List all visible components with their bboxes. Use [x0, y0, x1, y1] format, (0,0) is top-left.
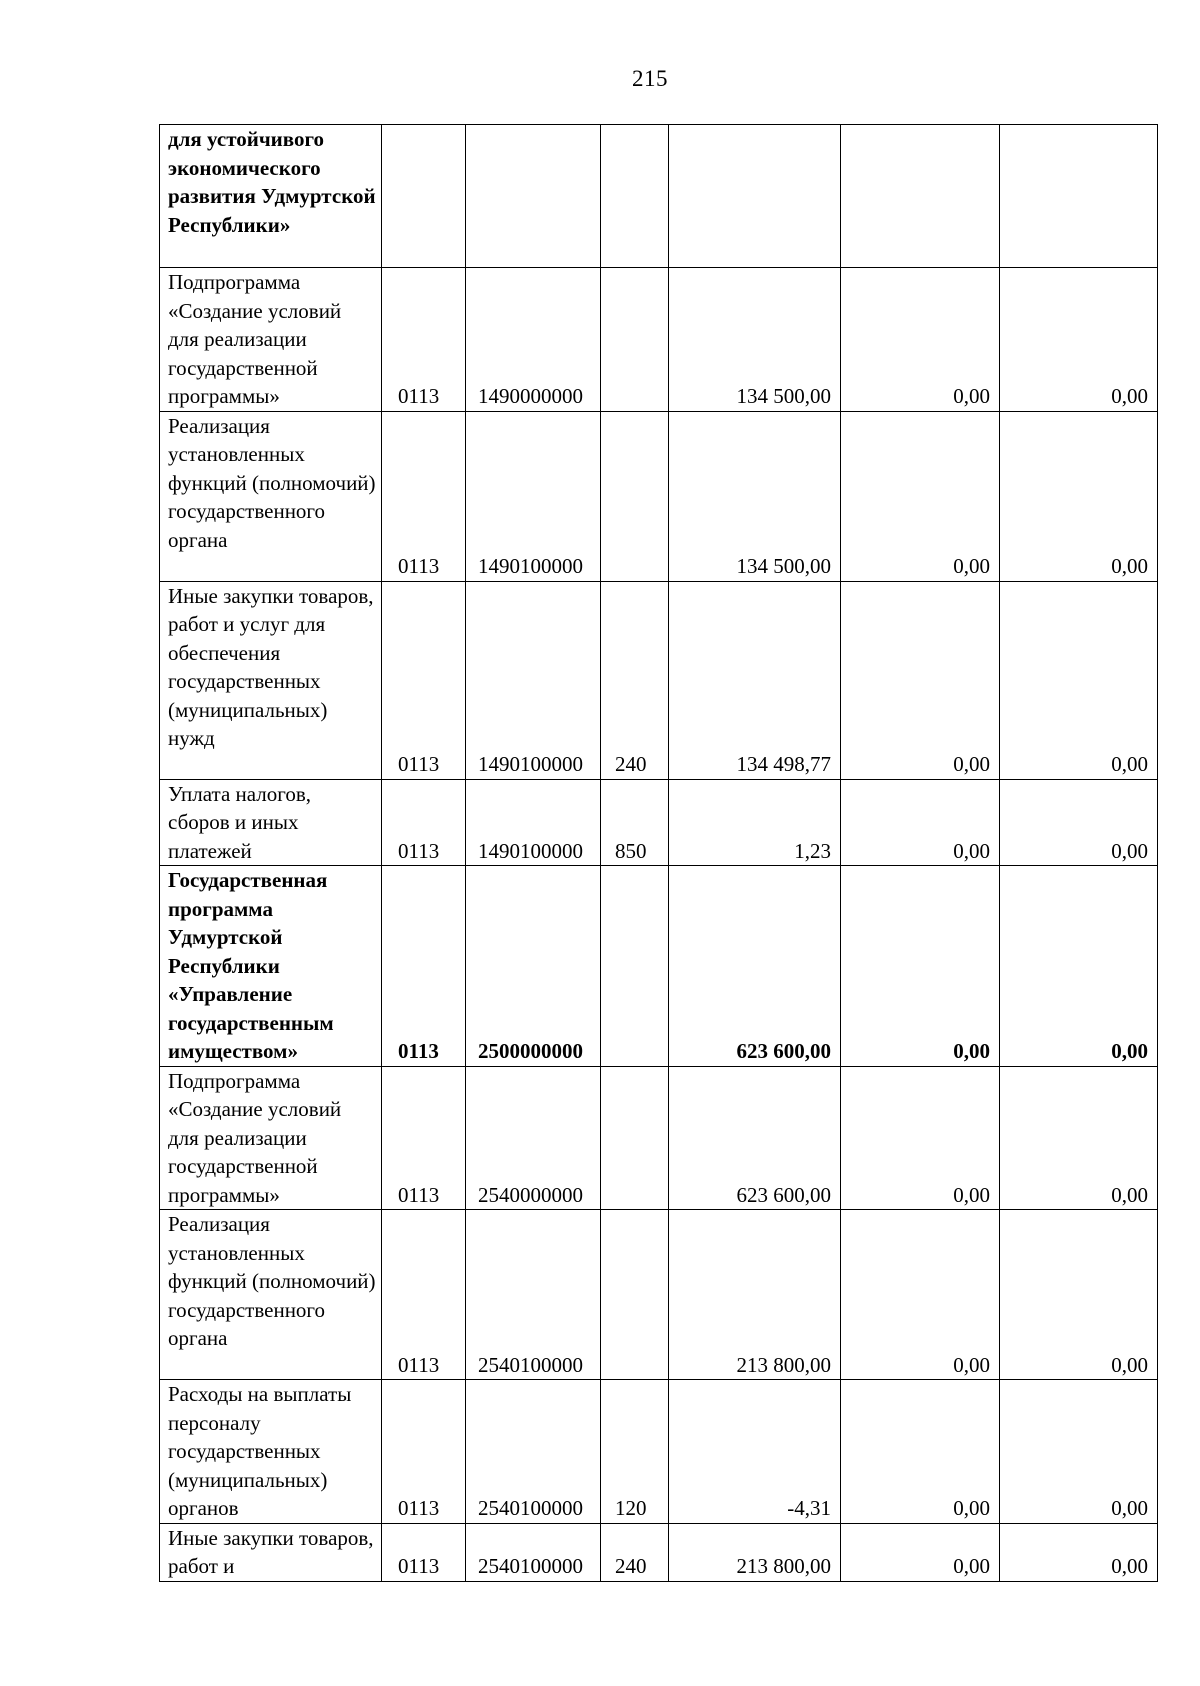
- expense-type-cell: 120: [601, 1380, 669, 1524]
- amount-year2-cell: 0,00: [841, 1210, 1000, 1380]
- section-code-cell: 0113: [382, 779, 466, 866]
- table-row: [160, 1523, 1158, 1581]
- row-name-cell: Подпрограмма «Создание условий для реализации государственной программы»: [160, 268, 382, 412]
- target-article-cell: 2540100000: [466, 1210, 601, 1380]
- expense-type-cell: [601, 411, 669, 581]
- target-article-cell: 2540100000: [466, 1380, 601, 1524]
- row-name-cell: Иные закупки товаров, работ и услуг для обеспечения государственных (муниципальных) нужд: [160, 581, 382, 779]
- amount-year2-cell: 0,00: [841, 779, 1000, 866]
- target-article-cell: 2540100000: [466, 1523, 601, 1581]
- amount-year3-cell: 0,00: [1000, 1066, 1158, 1210]
- target-article-cell: [466, 125, 601, 268]
- table-row: [160, 1066, 1158, 1210]
- row-name-cell: для устойчивого экономического развития Удмуртской Республики»: [160, 125, 382, 268]
- table-row: [160, 268, 1158, 412]
- amount-year1-cell: 213 800,00: [669, 1210, 841, 1380]
- amount-year3-cell: 0,00: [1000, 411, 1158, 581]
- target-article-cell: 1490100000: [466, 779, 601, 866]
- amount-year1-cell: -4,31: [669, 1380, 841, 1524]
- target-article-cell: 1490000000: [466, 268, 601, 412]
- amount-year1-cell: [669, 125, 841, 268]
- table-row: [160, 866, 1158, 1067]
- table-row: [160, 1210, 1158, 1380]
- amount-year3-cell: 0,00: [1000, 779, 1158, 866]
- row-name-cell: Расходы на выплаты персоналу государственных (муниципальных) органов: [160, 1380, 382, 1524]
- table-row: [160, 125, 1158, 268]
- amount-year3-cell: 0,00: [1000, 1210, 1158, 1380]
- amount-year1-cell: 623 600,00: [669, 866, 841, 1067]
- amount-year1-cell: 134 498,77: [669, 581, 841, 779]
- section-code-cell: 0113: [382, 1210, 466, 1380]
- target-article-cell: 2500000000: [466, 866, 601, 1067]
- expense-type-cell: [601, 1066, 669, 1210]
- section-code-cell: 0113: [382, 1066, 466, 1210]
- row-name-cell: Реализация установленных функций (полномочий) государственного органа: [160, 1210, 382, 1380]
- budget-table: [159, 124, 1158, 1582]
- expense-type-cell: [601, 268, 669, 412]
- table-body: [160, 125, 1158, 1582]
- expense-type-cell: 850: [601, 779, 669, 866]
- target-article-cell: 1490100000: [466, 411, 601, 581]
- amount-year3-cell: 0,00: [1000, 1523, 1158, 1581]
- section-code-cell: [382, 125, 466, 268]
- amount-year2-cell: [841, 125, 1000, 268]
- amount-year2-cell: 0,00: [841, 268, 1000, 412]
- target-article-cell: 2540000000: [466, 1066, 601, 1210]
- amount-year2-cell: 0,00: [841, 581, 1000, 779]
- row-name-cell: Реализация установленных функций (полномочий) государственного органа: [160, 411, 382, 581]
- amount-year2-cell: 0,00: [841, 1380, 1000, 1524]
- amount-year3-cell: 0,00: [1000, 1380, 1158, 1524]
- amount-year2-cell: 0,00: [841, 411, 1000, 581]
- row-name-cell: Государственная программа Удмуртской Республики «Управление государственным имуществом»: [160, 866, 382, 1067]
- amount-year1-cell: 134 500,00: [669, 411, 841, 581]
- row-name-cell: Уплата налогов, сборов и иных платежей: [160, 779, 382, 866]
- row-name-cell: Подпрограмма «Создание условий для реализации государственной программы»: [160, 1066, 382, 1210]
- section-code-cell: 0113: [382, 268, 466, 412]
- expense-type-cell: [601, 1210, 669, 1380]
- table-row: [160, 779, 1158, 866]
- expense-type-cell: [601, 866, 669, 1067]
- amount-year3-cell: 0,00: [1000, 866, 1158, 1067]
- row-name-cell: Иные закупки товаров, работ и: [160, 1523, 382, 1581]
- expense-type-cell: 240: [601, 1523, 669, 1581]
- section-code-cell: 0113: [382, 1523, 466, 1581]
- expense-type-cell: 240: [601, 581, 669, 779]
- amount-year3-cell: 0,00: [1000, 268, 1158, 412]
- table-row: [160, 1380, 1158, 1524]
- amount-year3-cell: [1000, 125, 1158, 268]
- section-code-cell: 0113: [382, 866, 466, 1067]
- amount-year2-cell: 0,00: [841, 866, 1000, 1067]
- page-number: 215: [632, 66, 668, 91]
- amount-year1-cell: 134 500,00: [669, 268, 841, 412]
- amount-year1-cell: 213 800,00: [669, 1523, 841, 1581]
- section-code-cell: 0113: [382, 581, 466, 779]
- table-row: [160, 411, 1158, 581]
- amount-year2-cell: 0,00: [841, 1066, 1000, 1210]
- amount-year3-cell: 0,00: [1000, 581, 1158, 779]
- section-code-cell: 0113: [382, 411, 466, 581]
- target-article-cell: 1490100000: [466, 581, 601, 779]
- expense-type-cell: [601, 125, 669, 268]
- amount-year2-cell: 0,00: [841, 1523, 1000, 1581]
- section-code-cell: 0113: [382, 1380, 466, 1524]
- amount-year1-cell: 623 600,00: [669, 1066, 841, 1210]
- amount-year1-cell: 1,23: [669, 779, 841, 866]
- table-row: [160, 581, 1158, 779]
